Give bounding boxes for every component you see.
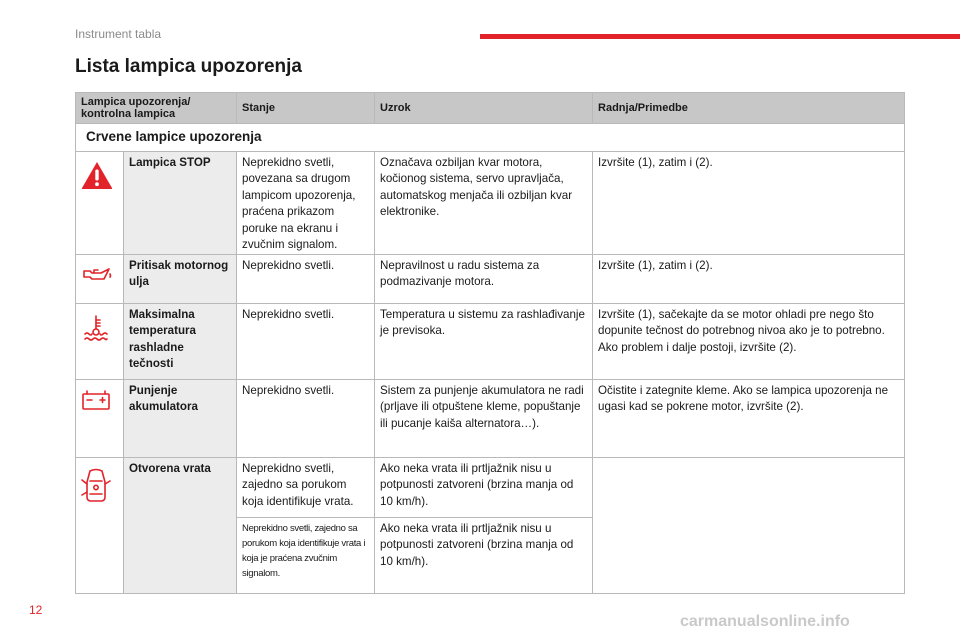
lamp-state: Neprekidno svetli. <box>237 303 375 379</box>
lamp-action: Izvršite (1), sačekajte da se motor ohladi pre nego što dopunite tečnost do potrebnog nivoa ako je to potrebno. Ako problem i dalje postoji, izvršite (2). <box>593 303 905 379</box>
lamp-state: Neprekidno svetli. <box>237 379 375 457</box>
lamp-name: Punjenje akumulatora <box>124 379 237 457</box>
lamp-state: Neprekidno svetli. <box>237 254 375 303</box>
coolant-temperature-icon <box>81 313 111 343</box>
column-header-lamp: Lampica upozorenja/ kontrolna lampica <box>76 93 237 124</box>
stop-triangle-icon <box>81 161 113 190</box>
lamp-cause: Označava ozbiljan kvar motora, kočionog sistema, servo upravljača, automatskog menjača ili ozbiljan kvar elektronike. <box>375 151 593 254</box>
battery-icon <box>81 389 111 411</box>
table-row <box>76 303 905 379</box>
column-header-state: Stanje <box>237 93 375 124</box>
section-row <box>76 124 905 152</box>
open-door-icon <box>81 467 111 505</box>
table-row <box>76 379 905 457</box>
table-row <box>76 254 905 303</box>
lamp-action: Očistite i zategnite kleme. Ako se lampica upozorenja ne ugasi kad se pokrene motor, izvršite (2). <box>593 379 905 457</box>
warning-lights-table <box>75 92 905 594</box>
header-accent-bar <box>480 34 960 39</box>
lamp-state: Neprekidno svetli, zajedno sa porukom koja identifikuje vrata i koja je praćena zvučnim signalom. <box>237 517 375 593</box>
lamp-action: Izvršite (1), zatim i (2). <box>593 151 905 254</box>
oil-can-icon <box>81 264 113 284</box>
column-header-action: Radnja/Primedbe <box>593 93 905 124</box>
table-row <box>76 457 905 517</box>
page-number: 12 <box>29 603 43 617</box>
lamp-action: Izvršite (1), zatim i (2). <box>593 254 905 303</box>
header-section-label: Instrument tabla <box>75 27 162 41</box>
lamp-cause: Ako neka vrata ili prtljažnik nisu u potpunosti zatvoreni (brzina manja od 10 km/h). <box>375 457 593 517</box>
lamp-name: Lampica STOP <box>124 151 237 254</box>
lamp-state: Neprekidno svetli, povezana sa drugom lampicom upozorenja, praćena prikazom poruke na ekranu i zvučnim signalom. <box>237 151 375 254</box>
column-header-cause: Uzrok <box>375 93 593 124</box>
lamp-name: Pritisak motornog ulja <box>124 254 237 303</box>
lamp-cause: Sistem za punjenje akumulatora ne radi (prljave ili otpuštene kleme, popuštanje ili pucanje kaiša alternatora…). <box>375 379 593 457</box>
watermark: carmanualsonline.info <box>680 613 850 630</box>
table-header-row <box>76 93 905 124</box>
page-title: Lista lampica upozorenja <box>75 56 302 77</box>
lamp-cause: Ako neka vrata ili prtljažnik nisu u potpunosti zatvoreni (brzina manja od 10 km/h). <box>375 517 593 593</box>
lamp-state: Neprekidno svetli, zajedno sa porukom koja identifikuje vrata. <box>237 457 375 517</box>
lamp-name: Maksimalna temperatura rashladne tečnosti <box>124 303 237 379</box>
lamp-action <box>593 457 905 593</box>
lamp-cause: Nepravilnost u radu sistema za podmazivanje motora. <box>375 254 593 303</box>
lamp-cause: Temperatura u sistemu za rashlađivanje je previsoka. <box>375 303 593 379</box>
section-title: Crvene lampice upozorenja <box>76 124 905 152</box>
lamp-name: Otvorena vrata <box>124 457 237 593</box>
table-row <box>76 151 905 254</box>
